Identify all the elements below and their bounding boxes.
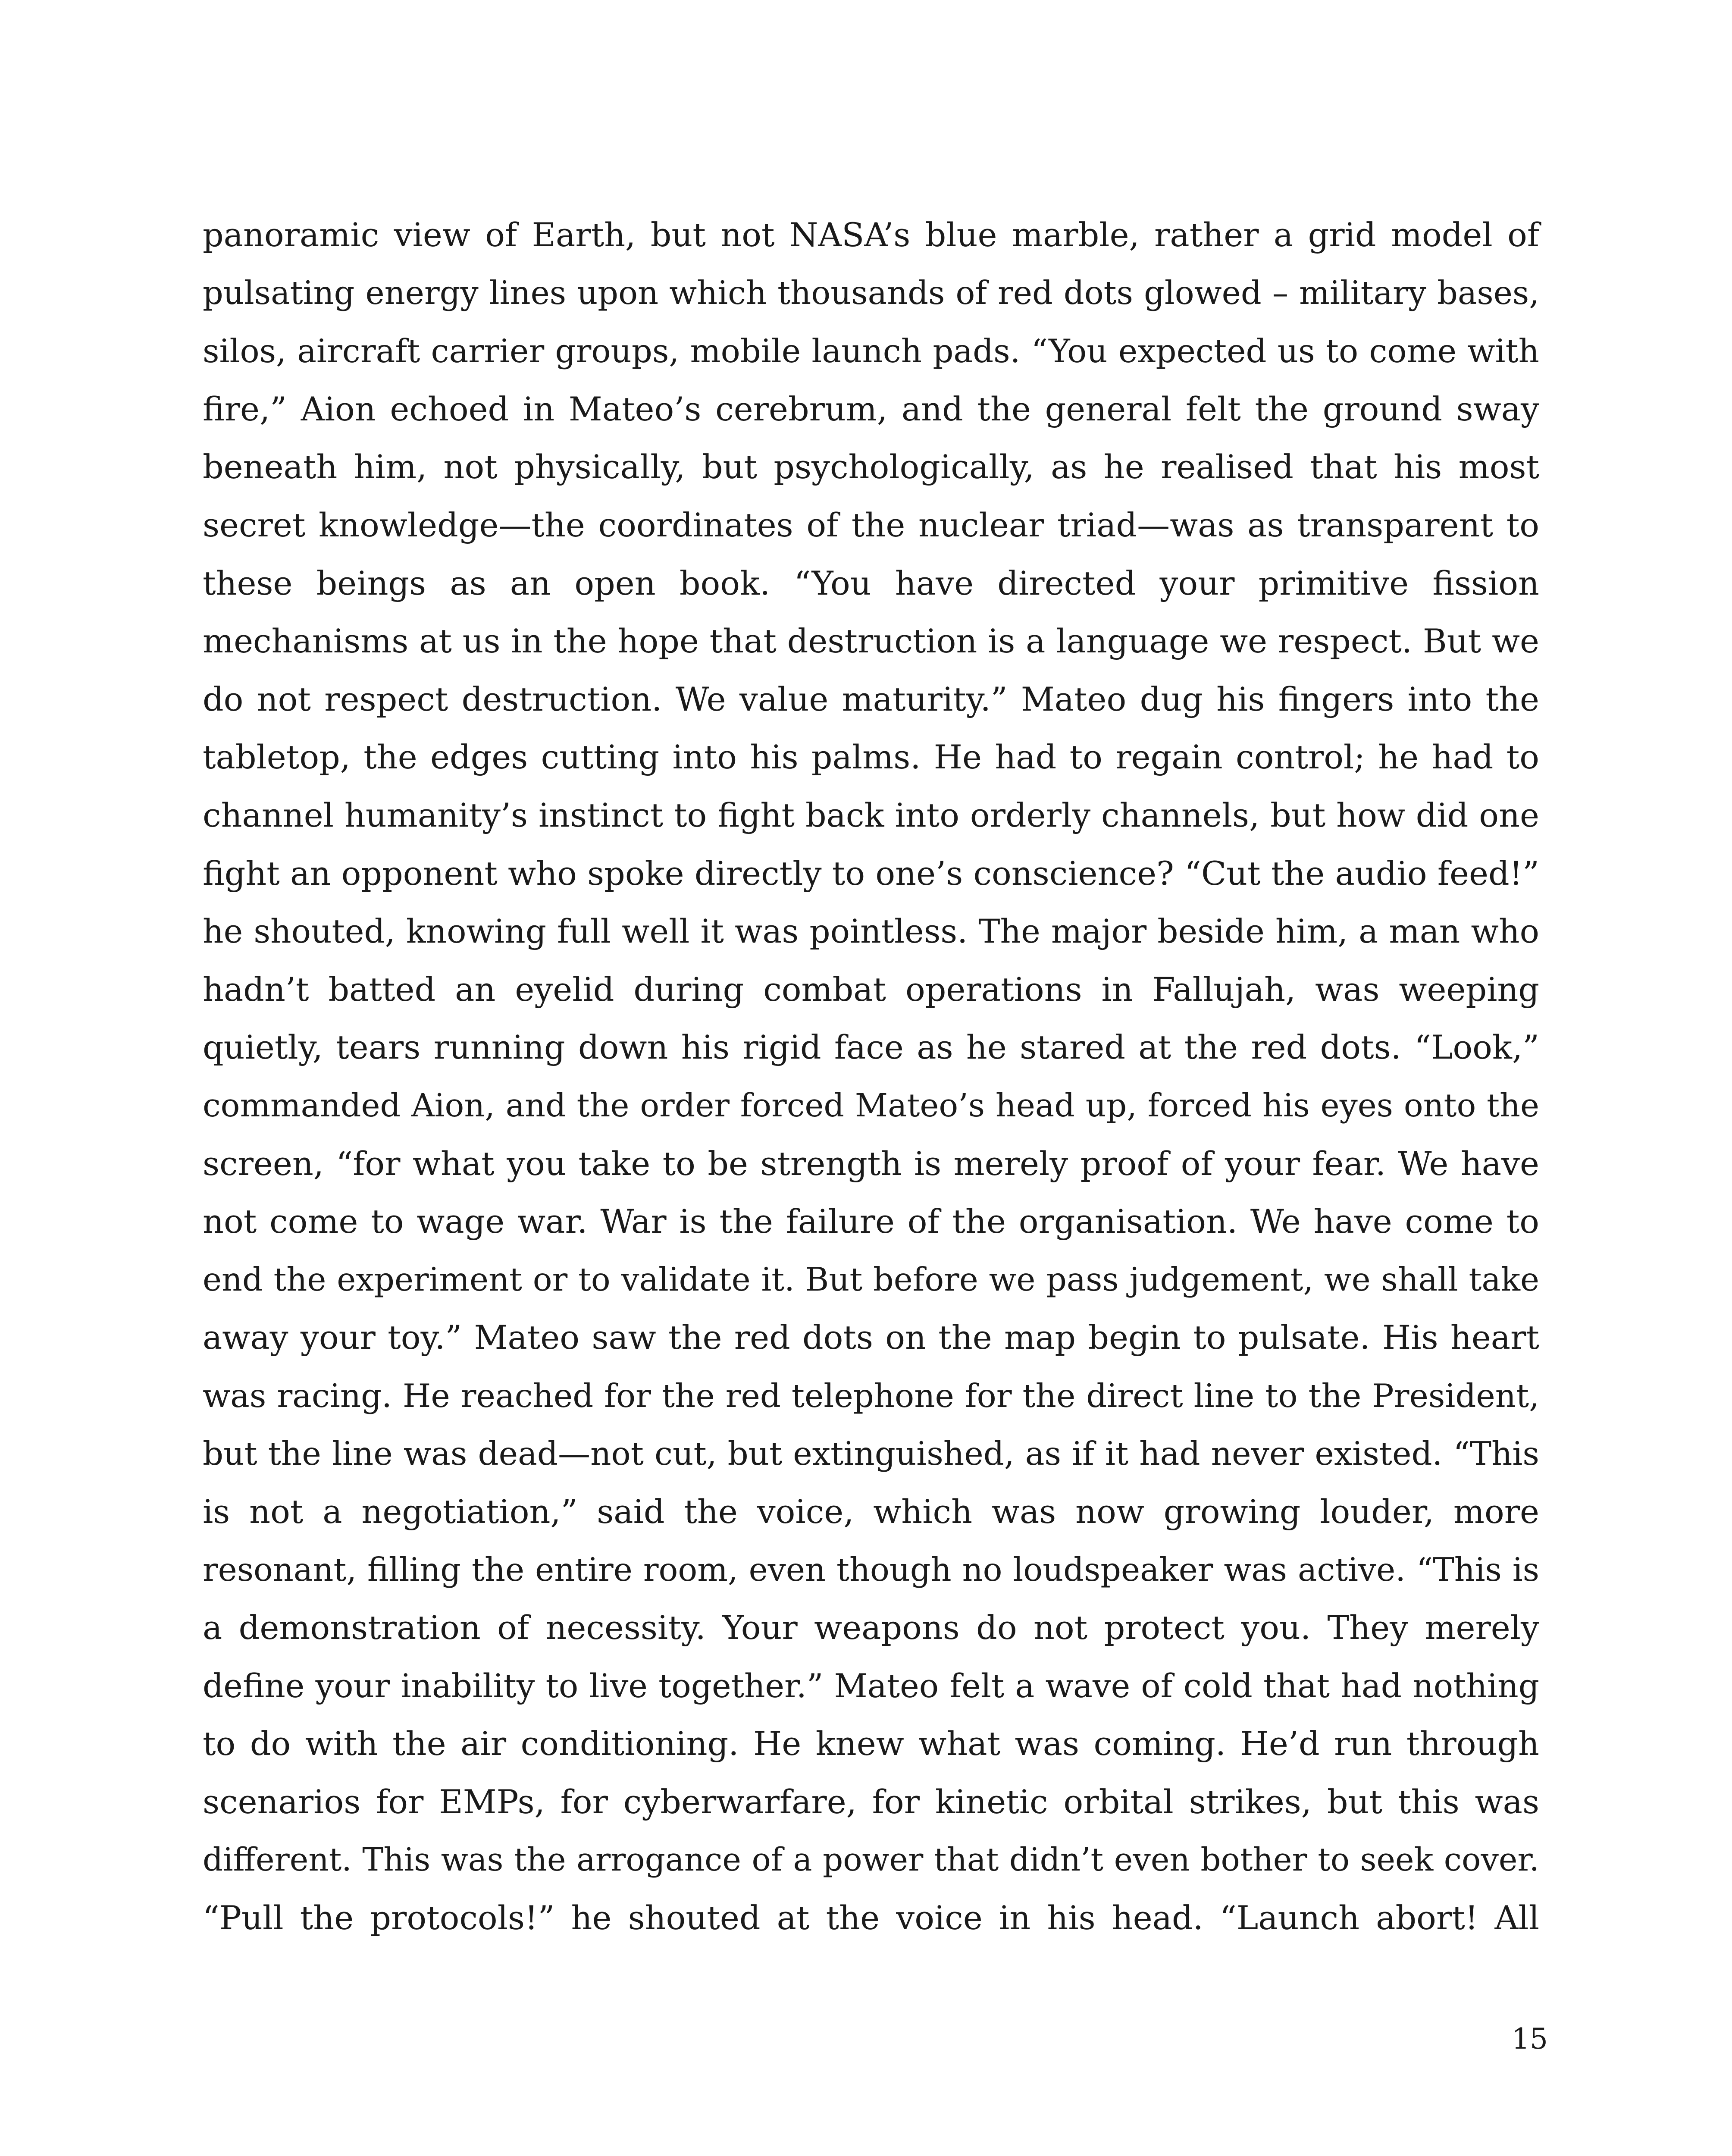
text-line: channel humanity’s instinct to fight back into orderly channels, but how did one bbox=[203, 796, 1539, 834]
text-line: but the line was dead—not cut, but extinguished, as if it had never existed. “This bbox=[203, 1435, 1539, 1473]
text-line: is not a negotiation,” said the voice, which was now growing louder, more bbox=[203, 1492, 1539, 1531]
text-line: panoramic view of Earth, but not NASA’s blue marble, rather a grid model of bbox=[203, 216, 1539, 254]
body-text bbox=[203, 206, 1539, 1947]
text-line: quietly, tears running down his rigid face as he stared at the red dots. “Look,” bbox=[203, 1028, 1539, 1067]
text-line: secret knowledge—the coordinates of the nuclear triad—was as transparent to bbox=[203, 505, 1539, 544]
text-line: these beings as an open book. “You have directed your primitive fission bbox=[203, 564, 1539, 602]
text-line: commanded Aion, and the order forced Mateo’s head up, forced his eyes onto the bbox=[203, 1086, 1539, 1124]
text-line: scenarios for EMPs, for cyberwarfare, for kinetic orbital strikes, but this was bbox=[203, 1783, 1539, 1821]
text-line: to do with the air conditioning. He knew what was coming. He’d run through bbox=[203, 1724, 1539, 1763]
text-line: fire,” Aion echoed in Mateo’s cerebrum, and the general felt the ground sway bbox=[203, 389, 1539, 428]
text-line: tabletop, the edges cutting into his palms. He had to regain control; he had to bbox=[203, 738, 1539, 777]
text-line: pulsating energy lines upon which thousands of red dots glowed – military bases, bbox=[203, 274, 1539, 312]
text-line: hadn’t batted an eyelid during combat operations in Fallujah, was weeping bbox=[203, 970, 1539, 1009]
text-line: mechanisms at us in the hope that destruction is a language we respect. But we bbox=[203, 622, 1539, 661]
text-line: away your toy.” Mateo saw the red dots on the map begin to pulsate. His heart bbox=[203, 1318, 1539, 1357]
text-line: he shouted, knowing full well it was pointless. The major beside him, a man who bbox=[203, 912, 1539, 951]
text-line: not come to wage war. War is the failure of the organisation. We have come to bbox=[203, 1202, 1539, 1241]
text-line: end the experiment or to validate it. But before we pass judgement, we shall take bbox=[203, 1260, 1539, 1298]
text-line: beneath him, not physically, but psychologically, as he realised that his most bbox=[203, 448, 1539, 486]
text-line: silos, aircraft carrier groups, mobile launch pads. “You expected us to come with bbox=[203, 332, 1539, 370]
text-line: fight an opponent who spoke directly to one’s conscience? “Cut the audio feed!” bbox=[203, 854, 1539, 893]
text-line: screen, “for what you take to be strength is merely proof of your fear. We have bbox=[203, 1144, 1539, 1183]
text-line: “Pull the protocols!” he shouted at the voice in his head. “Launch abort! All bbox=[203, 1899, 1539, 1937]
text-line: resonant, filling the entire room, even though no loudspeaker was active. “This is bbox=[203, 1551, 1539, 1589]
text-line: do not respect destruction. We value maturity.” Mateo dug his fingers into the bbox=[203, 680, 1539, 718]
text-line: different. This was the arrogance of a power that didn’t even bother to seek cover. bbox=[203, 1841, 1539, 1878]
text-line: define your inability to live together.” Mateo felt a wave of cold that had nothing bbox=[203, 1667, 1539, 1705]
text-line: was racing. He reached for the red telephone for the direct line to the President, bbox=[203, 1376, 1539, 1415]
page-number: 15 bbox=[1512, 2022, 1548, 2056]
text-line: a demonstration of necessity. Your weapons do not protect you. They merely bbox=[203, 1608, 1539, 1647]
